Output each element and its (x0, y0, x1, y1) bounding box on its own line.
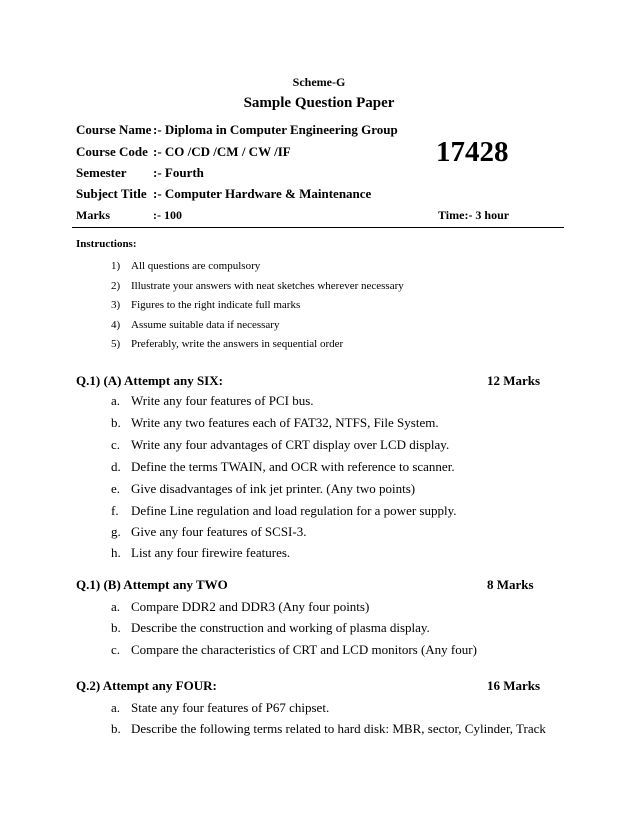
course-code-value: :- CO /CD /CM / CW /IF (153, 144, 291, 159)
question-item-number: c. (111, 437, 121, 452)
paper-code: 17428 (436, 136, 509, 168)
semester-value: :- Fourth (153, 165, 204, 180)
question-item-number: f. (111, 503, 119, 518)
marks-label: Marks (76, 208, 110, 222)
question-item (111, 642, 477, 658)
question-item-number: a. (111, 700, 121, 715)
question-marks: 8 Marks (487, 577, 534, 592)
question-item-number: b. (111, 721, 121, 736)
instruction-text: Preferably, write the answers in sequential order (131, 338, 344, 350)
question-item-text: State any four features of P67 chipset. (131, 700, 330, 715)
instructions-heading: Instructions: (76, 238, 137, 250)
instruction-item (111, 260, 260, 272)
question-item-text: Write any four advantages of CRT display over LCD display. (131, 437, 450, 452)
question-item-number: c. (111, 642, 121, 657)
instruction-item (111, 280, 404, 292)
question-item (111, 415, 439, 431)
question-item-text: Write any two features each of FAT32, NTFS, File System. (131, 415, 439, 430)
instruction-number: 5) (111, 338, 121, 350)
question-item (111, 459, 455, 475)
question-item-text: Define the terms TWAIN, and OCR with reference to scanner. (131, 459, 455, 474)
instruction-text: Figures to the right indicate full marks (131, 299, 301, 311)
course-name-label: Course Name (76, 122, 152, 137)
question-item-text: Give disadvantages of ink jet printer. (Any two points) (131, 481, 416, 496)
subject-title-value: :- Computer Hardware & Maintenance (153, 186, 372, 201)
question-item-number: g. (111, 524, 121, 539)
instruction-number: 4) (111, 319, 121, 331)
instruction-text: Assume suitable data if necessary (131, 319, 280, 331)
question-item-text: Describe the construction and working of plasma display. (131, 620, 430, 635)
header-divider (72, 227, 564, 228)
question-item-text: Write any four features of PCI bus. (131, 393, 314, 408)
question-item-number: a. (111, 393, 121, 408)
question-item (111, 437, 449, 453)
question-item (111, 545, 290, 561)
question-item-text: Give any four features of SCSI-3. (131, 524, 307, 539)
instruction-item (111, 338, 343, 350)
question-item (111, 620, 430, 636)
question-heading: Q.2) Attempt any FOUR: (76, 678, 217, 693)
question-item-number: b. (111, 620, 121, 635)
instruction-text: Illustrate your answers with neat sketches wherever necessary (131, 280, 404, 292)
question-item-number: d. (111, 459, 121, 474)
question-item (111, 721, 546, 737)
instruction-item (111, 299, 300, 311)
question-item (111, 700, 329, 716)
question-item-text: List any four firewire features. (131, 545, 291, 560)
question-item (111, 599, 369, 615)
question-heading: Q.1) (B) Attempt any TWO (76, 577, 228, 592)
course-name-value: :- Diploma in Computer Engineering Group (153, 122, 398, 137)
question-item (111, 524, 306, 540)
question-marks: 16 Marks (487, 678, 541, 693)
question-item-text: Compare the characteristics of CRT and LCD monitors (Any four) (131, 642, 477, 657)
question-item (111, 503, 457, 519)
instruction-number: 3) (111, 299, 121, 311)
semester-label: Semester (76, 165, 127, 180)
question-item-text: Compare DDR2 and DDR3 (Any four points) (131, 599, 370, 614)
question-item (111, 481, 415, 497)
instruction-number: 1) (111, 260, 121, 272)
course-code-label: Course Code (76, 144, 148, 159)
paper-title: Sample Question Paper (243, 95, 395, 111)
question-heading: Q.1) (A) Attempt any SIX: (76, 373, 223, 388)
question-item-number: h. (111, 545, 121, 560)
question-item-number: b. (111, 415, 121, 430)
question-item-text: Define Line regulation and load regulation for a power supply. (131, 503, 457, 518)
question-item-number: a. (111, 599, 121, 614)
question-marks: 12 Marks (487, 373, 541, 388)
question-item (111, 393, 314, 409)
instruction-item (111, 319, 279, 331)
question-item-number: e. (111, 481, 121, 496)
instruction-number: 2) (111, 280, 121, 292)
question-item-text: Describe the following terms related to hard disk: MBR, sector, Cylinder, Track (131, 721, 546, 736)
instruction-text: All questions are compulsory (131, 260, 261, 272)
scheme-label: Scheme-G (292, 75, 346, 89)
marks-value: :- 100 (153, 208, 182, 222)
time-value: Time:- 3 hour (438, 208, 510, 222)
subject-title-label: Subject Title (76, 186, 147, 201)
